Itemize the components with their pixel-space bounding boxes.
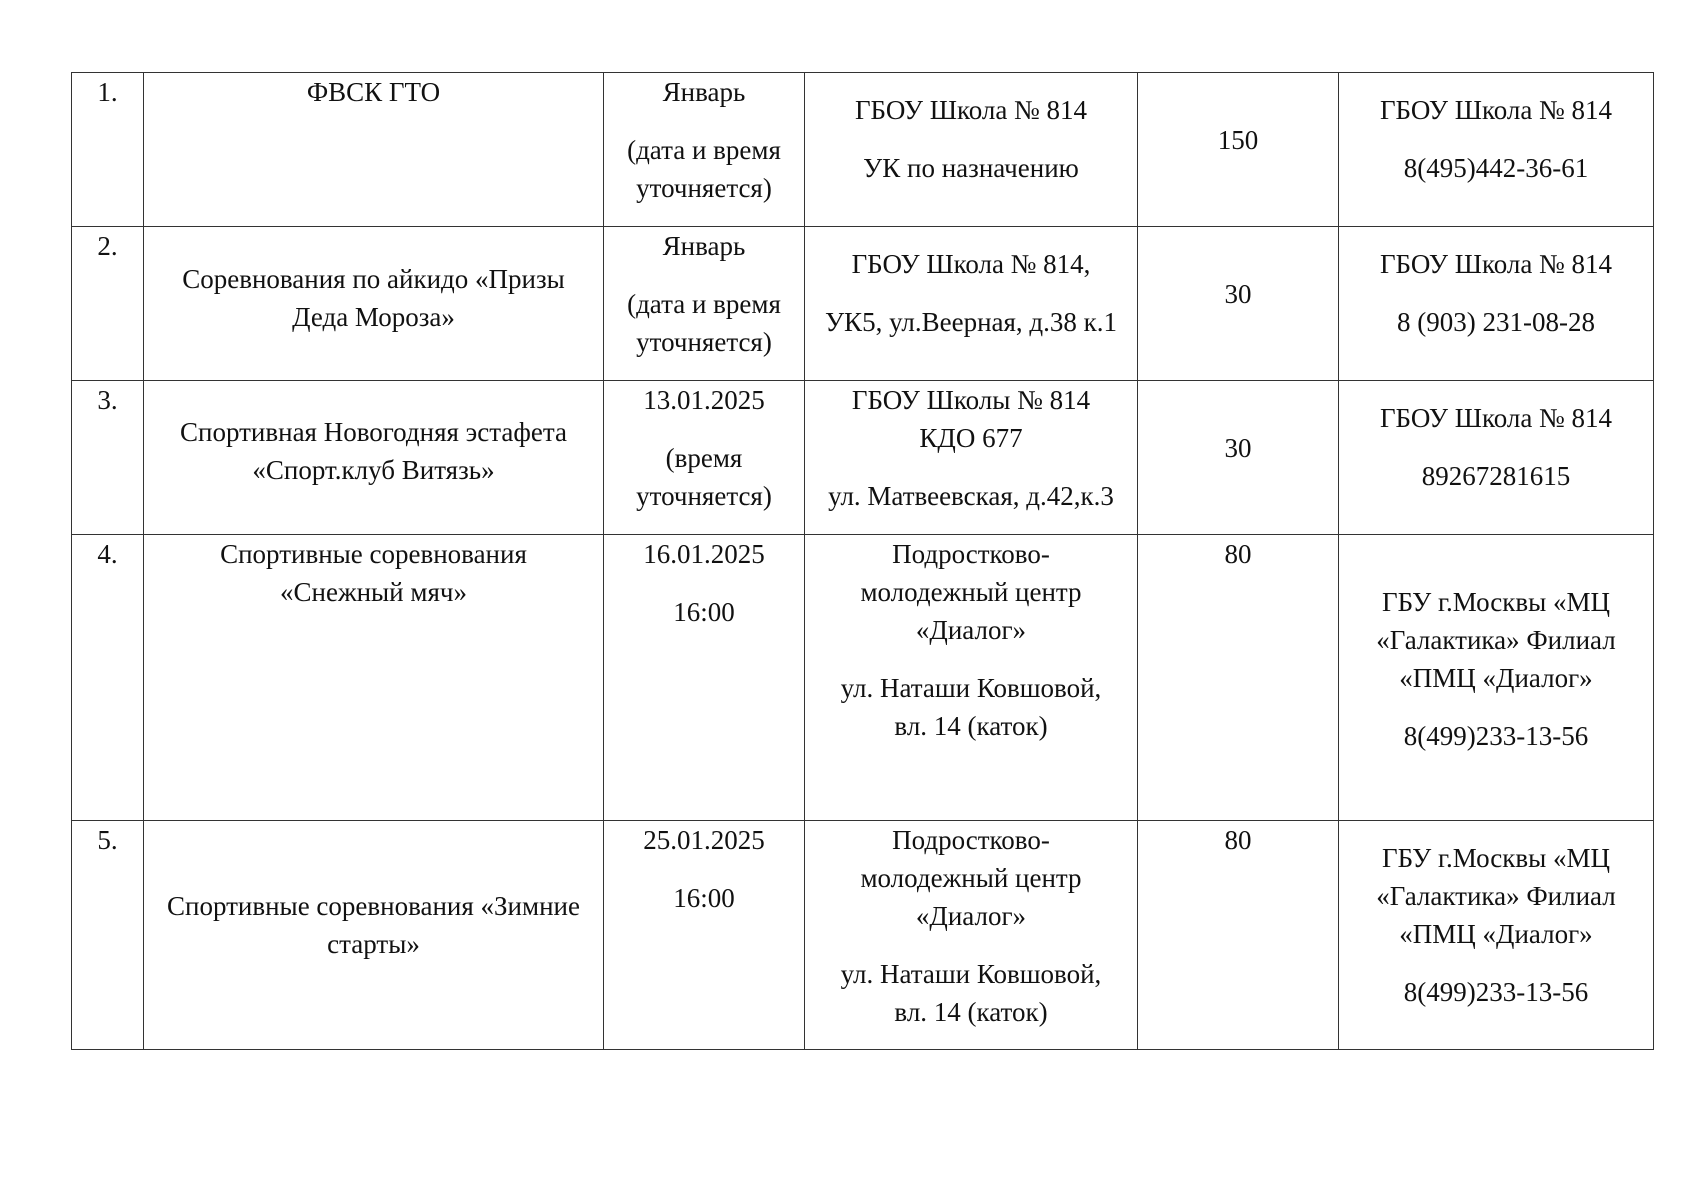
event-place: Подростково- молодежный центр «Диалог» ул. Наташи Ковшовой, вл. 14 (каток) (805, 821, 1138, 1050)
participant-count: 80 (1138, 821, 1339, 1050)
event-name: Спортивные соревнования «Снежный мяч» (144, 535, 604, 821)
event-name: Спортивные соревнования «Зимние старты» (144, 821, 604, 1050)
row-number: 1. (72, 73, 144, 227)
table-row (72, 73, 1654, 227)
event-name: Спортивная Новогодняя эстафета «Спорт.клуб Витязь» (144, 381, 604, 535)
row-number: 2. (72, 227, 144, 381)
event-date: 16.01.2025 16:00 (604, 535, 805, 821)
event-date: Январь (дата и время уточняется) (604, 227, 805, 381)
participant-count: 80 (1138, 535, 1339, 821)
events-table (71, 72, 1654, 1050)
organizer-contact: ГБОУ Школа № 814 8(495)442-36-61 (1339, 73, 1654, 227)
participant-count: 30 (1138, 227, 1339, 381)
event-name: ФВСК ГТО (144, 73, 604, 227)
event-date: 25.01.2025 16:00 (604, 821, 805, 1050)
row-number: 4. (72, 535, 144, 821)
table-row (72, 381, 1654, 535)
event-name: Соревнования по айкидо «Призы Деда Мороза» (144, 227, 604, 381)
organizer-contact: ГБУ г.Москвы «МЦ «Галактика» Филиал «ПМЦ «Диалог» 8(499)233-13-56 (1339, 821, 1654, 1050)
organizer-contact: ГБОУ Школа № 814 8 (903) 231-08-28 (1339, 227, 1654, 381)
event-place: ГБОУ Школа № 814, УК5, ул.Веерная, д.38 к.1 (805, 227, 1138, 381)
event-place: Подростково- молодежный центр «Диалог» ул. Наташи Ковшовой, вл. 14 (каток) (805, 535, 1138, 821)
participant-count: 30 (1138, 381, 1339, 535)
organizer-contact: ГБУ г.Москвы «МЦ «Галактика» Филиал «ПМЦ «Диалог» 8(499)233-13-56 (1339, 535, 1654, 821)
participant-count: 150 (1138, 73, 1339, 227)
row-number: 5. (72, 821, 144, 1050)
event-date: 13.01.2025 (время уточняется) (604, 381, 805, 535)
table-row (72, 821, 1654, 1050)
event-place: ГБОУ Школа № 814 УК по назначению (805, 73, 1138, 227)
organizer-contact: ГБОУ Школа № 814 89267281615 (1339, 381, 1654, 535)
table-row (72, 535, 1654, 821)
event-place: ГБОУ Школы № 814 КДО 677 ул. Матвеевская, д.42,к.3 (805, 381, 1138, 535)
event-date: Январь (дата и время уточняется) (604, 73, 805, 227)
table-row (72, 227, 1654, 381)
row-number: 3. (72, 381, 144, 535)
